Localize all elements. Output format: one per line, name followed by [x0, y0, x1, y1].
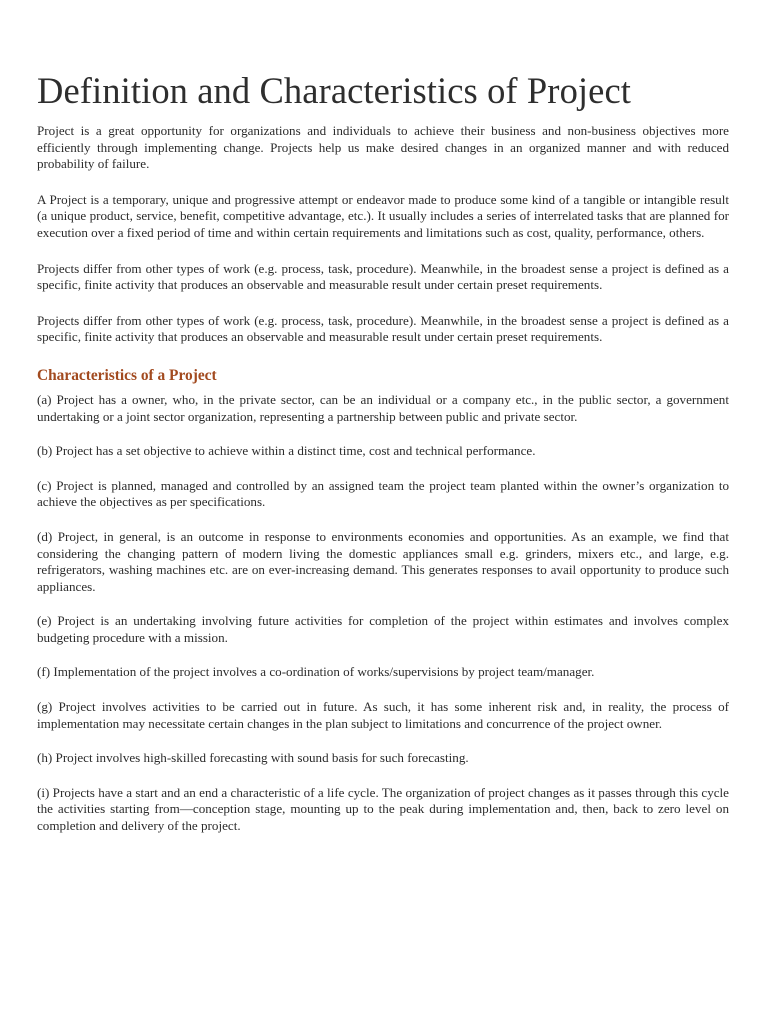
spacer	[37, 646, 729, 664]
section-heading: Characteristics of a Project	[37, 366, 217, 384]
characteristic-item: (g) Project involves activities to be carried out in future. As such, it has some inherent risk and, in reality, the process of implementation may necessitate certain changes in the plan subject to limitations and concurrence of the project owner.	[37, 699, 729, 731]
characteristic-item: (c) Project is planned, managed and controlled by an assigned team the project team planted within the owner’s organization to achieve the objectives as per specifications.	[37, 477, 729, 510]
characteristic-item: (e) Project is an undertaking involving future activities for completion of the project within estimates and involves complex budgeting procedure with a mission.	[37, 613, 729, 645]
intro-paragraph-2: A Project is a temporary, unique and progressive attempt or endeavor made to produce some kind of a tangible or intangible result (a unique product, service, benefit, competitive advantage, etc.). It usually includes a series of interrelated tasks that are planned for execution over a fixed period of time and within certain requirements and limitations such as cost, quality, performance, others.	[37, 191, 729, 240]
intro-paragraph-4: Projects differ from other types of work (e.g. process, task, procedure). Meanwhile, in the broadest sense a project is defined as a specific, finite activity that produces an observable and measurable result under certain preset requirements.	[37, 312, 729, 345]
characteristic-item: (d) Project, in general, is an outcome in response to environments economies and opportunities. As an example, we find that considering the changing pattern of modern living the domestic appliances small e.g. grinders, mixers etc., and large, e.g. refrigerators, washing machines etc. are on ever-increasing demand. This generates responses to avail opportunity to produce such appliances.	[37, 528, 729, 594]
intro-paragraph-1: Project is a great opportunity for organizations and individuals to achieve their business and non-business objectives more efficiently through implementing change. Projects help us make desired changes in an organized manner and with reduced probability of failure.	[37, 123, 729, 172]
spacer	[37, 732, 729, 750]
intro-paragraph-3: Projects differ from other types of work (e.g. process, task, procedure). Meanwhile, in the broadest sense a project is defined as a specific, finite activity that produces an observable and measurable result under certain preset requirements.	[37, 260, 729, 293]
spacer	[37, 460, 729, 478]
spacer	[37, 346, 729, 366]
spacer	[37, 242, 729, 261]
spacer	[37, 767, 729, 785]
characteristic-item: (h) Project involves high-skilled forecasting with sound basis for such forecasting.	[37, 750, 469, 766]
spacer	[37, 595, 729, 613]
spacer	[37, 173, 729, 192]
characteristic-item: (b) Project has a set objective to achieve within a distinct time, cost and technical performance.	[37, 443, 536, 459]
document-title: Definition and Characteristics of Project	[37, 70, 631, 111]
characteristic-item: (a) Project has a owner, who, in the private sector, can be an individual or a company etc., in the public sector, a government undertaking or a joint sector organization, representing a partnership between public and private sector.	[37, 391, 729, 424]
spacer	[37, 681, 729, 699]
spacer	[37, 294, 729, 313]
spacer	[37, 511, 729, 529]
spacer	[37, 425, 729, 443]
characteristic-item: (i) Projects have a start and an end a characteristic of a life cycle. The organization of project changes as it passes through this cycle the activities starting from—conception stage, mounting up to the peak during implementation and, then, back to zero level on completion and delivery of the project.	[37, 784, 729, 834]
characteristic-item: (f) Implementation of the project involves a co-ordination of works/supervisions by project team/manager.	[37, 664, 595, 680]
document-page	[37, 68, 729, 835]
